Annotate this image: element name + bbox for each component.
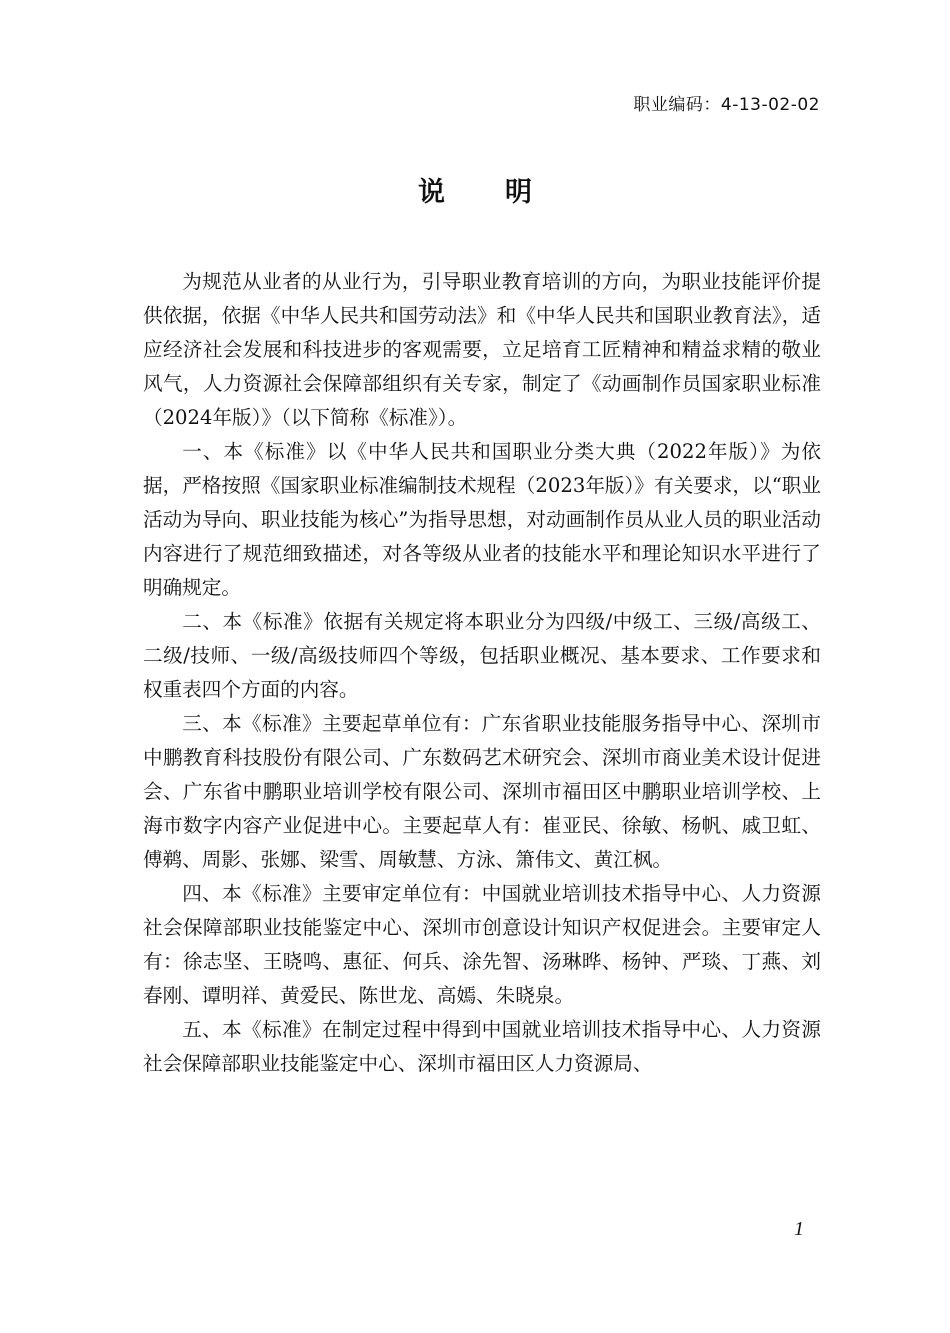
occupation-code: 职业编码：4-13-02-02: [633, 95, 820, 115]
paragraph-3: 三、本《标准》主要起草单位有：广东省职业技能服务指导中心、深圳市中鹏教育科技股份有限公司、广东数码艺术研究会、深圳市商业美术设计促进会、广东省中鹏职业培训学校有限公司、深圳市福田区中鹏职业培训学校、上海市数字内容产业促进中心。主要起草人有：崔亚民、徐敏、杨帆、戚卫虹、傅鹈、周影、张娜、梁雪、周敏慧、方泳、箫伟文、黄江枫。: [143, 712, 821, 871]
paragraph-4: 四、本《标准》主要审定单位有：中国就业培训技术指导中心、人力资源社会保障部职业技能鉴定中心、深圳市创意设计知识产权促进会。主要审定人有：徐志坚、王晓鸣、惠征、何兵、涂先智、汤琳晔、杨钟、严琰、丁燕、刘春刚、谭明祥、黄爱民、陈世龙、高嫣、朱晓泉。: [143, 882, 821, 1007]
paragraph-5: 五、本《标准》在制定过程中得到中国就业培训技术指导中心、人力资源社会保障部职业技能鉴定中心、深圳市福田区人力资源局、: [143, 1018, 821, 1075]
paragraph-intro: 为规范从业者的从业行为，引导职业教育培训的方向，为职业技能评价提供依据，依据《中华人民共和国劳动法》和《中华人民共和国职业教育法》，适应经济社会发展和科技进步的客观需要，立足培育工匠精神和精益求精的敬业风气，人力资源社会保障部组织有关专家，制定了《动画制作员国家职业标准（2024年版）》（以下简称《标准》）。: [143, 270, 821, 429]
paragraph-1: 一、本《标准》以《中华人民共和国职业分类大典（2022年版）》为依据，严格按照《国家职业标准编制技术规程（2023年版）》有关要求，以“职业活动为导向、职业技能为核心”为指导思想，对动画制作员从业人员的职业活动内容进行了规范细致描述，对各等级从业者的技能水平和理论知识水平进行了明确规定。: [143, 440, 821, 599]
page-title: 说明: [418, 177, 592, 208]
paragraph-2: 二、本《标准》依据有关规定将本职业分为四级/中级工、三级/高级工、二级/技师、一级/高级技师四个等级，包括职业概况、基本要求、工作要求和权重表四个方面的内容。: [143, 610, 821, 701]
page-number: 1: [794, 1218, 804, 1240]
document-body: [143, 265, 821, 1081]
